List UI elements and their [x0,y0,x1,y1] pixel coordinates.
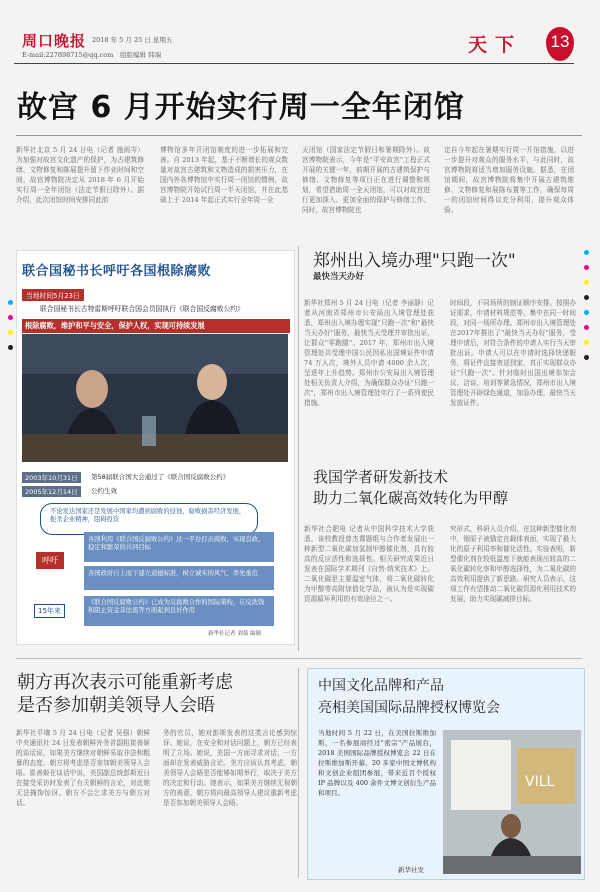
tech-col2: 究形式，科研人员介绍，在这种新型催化剂中，铟原子被锚定在载体表面，实现了最大化的原子利用率和催化活性。实验表明，新型催化剂在较低温度下就能表现出较高的二氧化碳转化率和甲醇选择性，为二氧化碳的高效利用提供了新思路。研究人员表示，这项工作有望推动二氧化碳资源化利用技术的发展，助力实现碳减排目标。 [450,525,576,603]
slogan-banner: 根除腐败，维护和平与安全，保护人权，实现可持续发展 [22,319,290,333]
un-meeting-photo [22,334,288,462]
time-tag: 当地时间5月23日 [22,289,84,301]
main-headline: 故宫 6 月开始实行周一全年闭馆 [17,90,465,125]
editor-line: 组版编辑 韩瑞 [120,51,162,59]
expo-photo [443,730,581,874]
header-rule [14,63,574,64]
call-text-1: 各国利用《联合国反腐败公约》这一平台打击腐败，实现良政、稳定和繁荣的共同目标 [88,536,265,551]
tech-headline-line2: 助力二氧化碳高效转化为甲醇 [313,489,509,507]
section-divider [16,658,582,659]
call-text-2: 各国政府自上而下建立道德标准，树立诚实的风气，率先垂范 [88,570,259,577]
print-registration-dots-left [8,300,13,360]
zhengzhou-col2: 时间段，不同场所的制证顺序安排。按照办证需求，申请材料规范等，集中在同一时间段，对同一场所办理。郑州市出入境管理处在2017年推出了"最快当天办好"服务，受理申请后，对符合条件的申请人实行当天审批出证。申请人可以在申请时选择快递服务，将证件直接寄送到家，真正实现群众办证"只跑一次"。针对临时出国出境参加会议、洽谈、培训等紧急情况，郑州市出入境管理处开辟绿色通道，加急办理，最快当天发放证件。 [450,299,576,407]
zhengzhou-headline: 郑州出入境办理"只跑一次" [313,251,516,271]
timeline-date-2: 2005年12月14日 [22,486,81,497]
email-line: E-mail:2278987​15@qq.com [22,51,114,59]
masthead-logo: 周口晚报 [22,32,87,50]
main-story-col1: 新华社北京 5 月 24 日电（记者 施雨岑）为加强对故宫文化遗产的保护，为古建筑修缮、文物修复和陈展提升留下作业时间和空间，故宫博物院决定从 2018 年 6 月开始实行周一全年闭馆（法定节假日除外）。据介绍，此次闭馆时间安排同此前 [16,146,144,204]
brand-text: 当地时间 5 月 22 日，在美国拉斯维加斯，一名参展商经过"密宗"产品展台，2018 美国国际品牌授权博览会 22 日在拉斯维加斯开幕，20 多家中国文博机构和文创企业组团参展，带来近百个授权 IP 品牌以及 400 余件文博文创衍生产品和项目。 [318,729,436,797]
timeline-text-2: 公约生效 [91,487,117,495]
zhengzhou-subhead: 最快当天办好 [313,272,365,282]
korea-col2: 务的官员，她对彭斯发表的这类言论感到惊讶。她说，在安全和对话问题上，朝方已经表明了立场。她说，美国一方面寻求对话，一方面却在发表威胁言论。美方应该认真考虑，朝美领导人会晤是否能够如期举行，取决于美方的决定和行动。她表示，如果美方继续无视朝方的善意，朝方将向最高领导人建议重新考虑是否参加朝美领导人会晤。 [163,729,297,807]
main-story-col2: 博物馆多年开闭馆制度的进一步拓展和完善。自 2013 年起，基于不断增长的观众数量对故宫古建筑和文物造成的损害压力，在国内外各博物馆中实行周一闭馆的惯例，故宫博物院开始试行周一半天闭馆，并在此基础上于 2014 年起正式实行全年周一全 [160,146,288,204]
headline-rule [16,135,582,136]
date-line: 2018 年 5 月 25 日 星期五 [92,36,173,44]
un-meeting-illustration [22,334,288,462]
speech-bubble-text: 不论发达国家还是发展中国家均遭到腐败的侵蚀，腐败损害经济发展，扼杀企业精神，阻碍投资 [50,508,246,523]
tech-col1: 新华社合肥电 记者从中国科学技术大学获悉，该校教授曾杰课题组与合作者发展出一种新型二氧化碳加氢制甲醇催化剂，具有较高的反应活性和选择性。相关研究成果近日发表在国际学术期刊《自然·纳米技术》上。二氧化碳是主要温室气体，将二氧化碳转化为甲醇等高附加值化学品，被认为是实现碳资源循环利用的有效途径之一。 [304,525,434,603]
korea-col1: 新华社平壤 5 月 24 日电（记者 吴强）朝鲜中央通讯社 24 日发表朝鲜外务省副相崔善姬的谈话说，如果美方继续对朝鲜采取非法和粗暴的态度，朝方将考虑是否参加朝美领导人会晤。崔善姬在谈话中说，美国副总统彭斯近日在接受采访时发表了有关朝鲜的言论，对此她无法掩饰惊讶。朝方不会乞求美方与朝方对话。 [16,729,150,807]
korea-headline-line2: 是否参加朝美领导人会晤 [17,695,215,716]
column-rule-right [298,246,299,651]
fifteen-years-text: 《联合国反腐败公约》已成为反腐败合作的国际架构，在反洗钱和阻止资金非法流等方面起到良好作用 [88,599,265,614]
infographic-subtitle: 联合国秘书长古特雷斯呼吁联合国会员国执行《联合国反腐败公约》 [40,305,244,313]
tech-headline-line1: 我国学者研发新技术 [313,468,449,486]
zhengzhou-col1: 新华社郑州 5 月 24 日电（记者 李丽静）记者从河南省郑州市公安局出入境管理处获悉，郑州出入境办理实现"只跑一次"和"最快当天办好"服务，最快当天受理并审批出证，让群众"零跑腿"。2017 年，郑州市出入境管理处共受理中国公民因私出国境证件申请 74 万人次，境外人员申请 4000 余人次，呈逐年上升趋势。郑州市公安局出入境管理处相关负责人介绍，为确保群众办证"只跑一次"，郑州市出入境管理处实行了一系列便民措施。 [304,299,434,407]
timeline-date-1: 2003年10月31日 [22,472,81,483]
main-story-col4: 定自今年起在暑期实行周一开馆措施，以进一步提升对观众的服务水平，与此同时，故宫博物院将适当增加服务设施。据悉，在闭馆期间，故宫博物院将集中开展古建筑维修、文物修复和展陈布置等工作，确保每周一的闭馆时间得以充分利用，提升观众体验。 [444,146,574,214]
fifteen-years-label: 15年来 [34,604,65,618]
infographic-title: 联合国秘书长呼吁各国根除腐败 [22,264,212,279]
page-number-badge: 13 [546,27,574,61]
column-rule-bottom [298,668,299,878]
korea-headline-line1: 朝方再次表示可能重新考虑 [17,672,233,693]
expo-illustration [443,730,581,874]
brand-headline-line1: 中国文化品牌和产品 [318,678,444,694]
print-registration-dots [584,250,589,370]
main-story-col3: 天闭馆（国家法定节假日和暑期除外）。故宫博物院表示，今年是"平安故宫"工程正式开展的关键一年，前期开展的古建筑保护与修缮、文物修复等项目正在进行调整和规划，希望借助周一全天闭馆，可以对故宫进行更加深入、更加全面的保护与修缮工作。同时，故宫博物院也 [302,146,430,214]
section-title: 天下 [468,34,523,56]
svg-text:VILL: VILL [525,774,555,790]
infographic-credit: 新华社记者 刘菊 编制 [208,631,261,637]
brand-headline-line2: 亮相美国国际品牌授权博览会 [318,700,500,716]
call-label: 呼吁 [36,552,64,569]
timeline-text-1: 第58届联合国大会通过了《联合国反腐败公约》 [91,473,230,481]
brand-credit: 新华社发 [398,866,424,874]
